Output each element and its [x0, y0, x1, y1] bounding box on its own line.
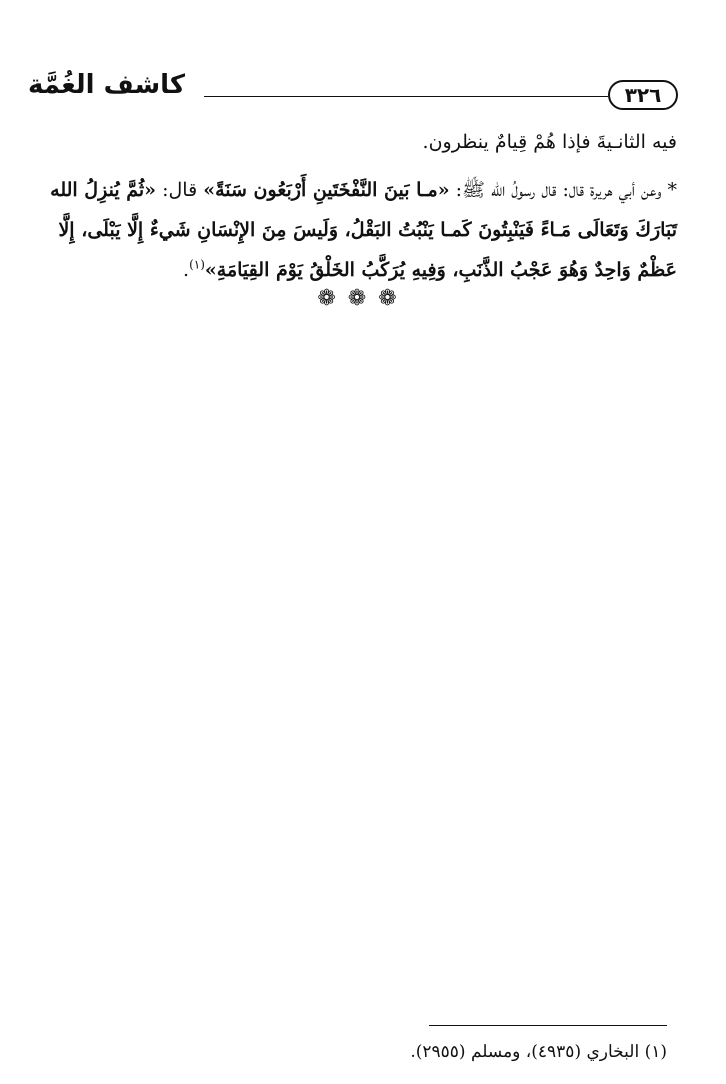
book-title: كاشف الغُمَّة [28, 70, 186, 100]
paragraph-2 [45, 170, 677, 290]
footnote-rule [429, 1025, 667, 1026]
footnote: (١) البخاري (٤٩٣٥)، ومسلم (٢٩٥٥). [410, 1042, 667, 1062]
hadith-quote-1: «مـا بَينَ النَّفْخَتَينِ أَرْبَعُون سَنَةً» [203, 179, 450, 201]
hadith-said: قال: [162, 179, 198, 201]
hadith-intro: وعن أبي هريرة قال: قال رسولُ الله ﷺ: [455, 179, 662, 201]
page-header [0, 0, 726, 120]
star-bullet: * [667, 179, 677, 201]
header-rule [204, 96, 608, 97]
section-separator: ❁❁❁ [317, 286, 409, 311]
page-number: ٣٢٦ [608, 80, 678, 110]
sentence-end: . [183, 259, 190, 281]
paragraph-1: فيه الثانـيةَ فإذا هُمْ قِيامٌ ينظرون. [422, 131, 677, 153]
body-text [45, 122, 677, 290]
footnote-reference[interactable]: (١) [189, 257, 205, 272]
hadith-quote-2: «ثُمَّ يُنزِلُ الله تَبَارَكَ وَتَعَالَى مَـاءً فَيَنْبِتُونَ كَمـا يَنْبُتُ البَقْلُ، وَلَيسَ مِنَ الإِنْسَانِ شَيءٌ إِلَّا يَبْلَى، إِلَّا عَظْمٌ وَاحِدٌ وَهُوَ عَجْبُ الذَّنَبِ، وَفِيهِ يُرَكَّبُ الخَلْقُ يَوْمَ القِيَامَةِ» [50, 179, 677, 281]
